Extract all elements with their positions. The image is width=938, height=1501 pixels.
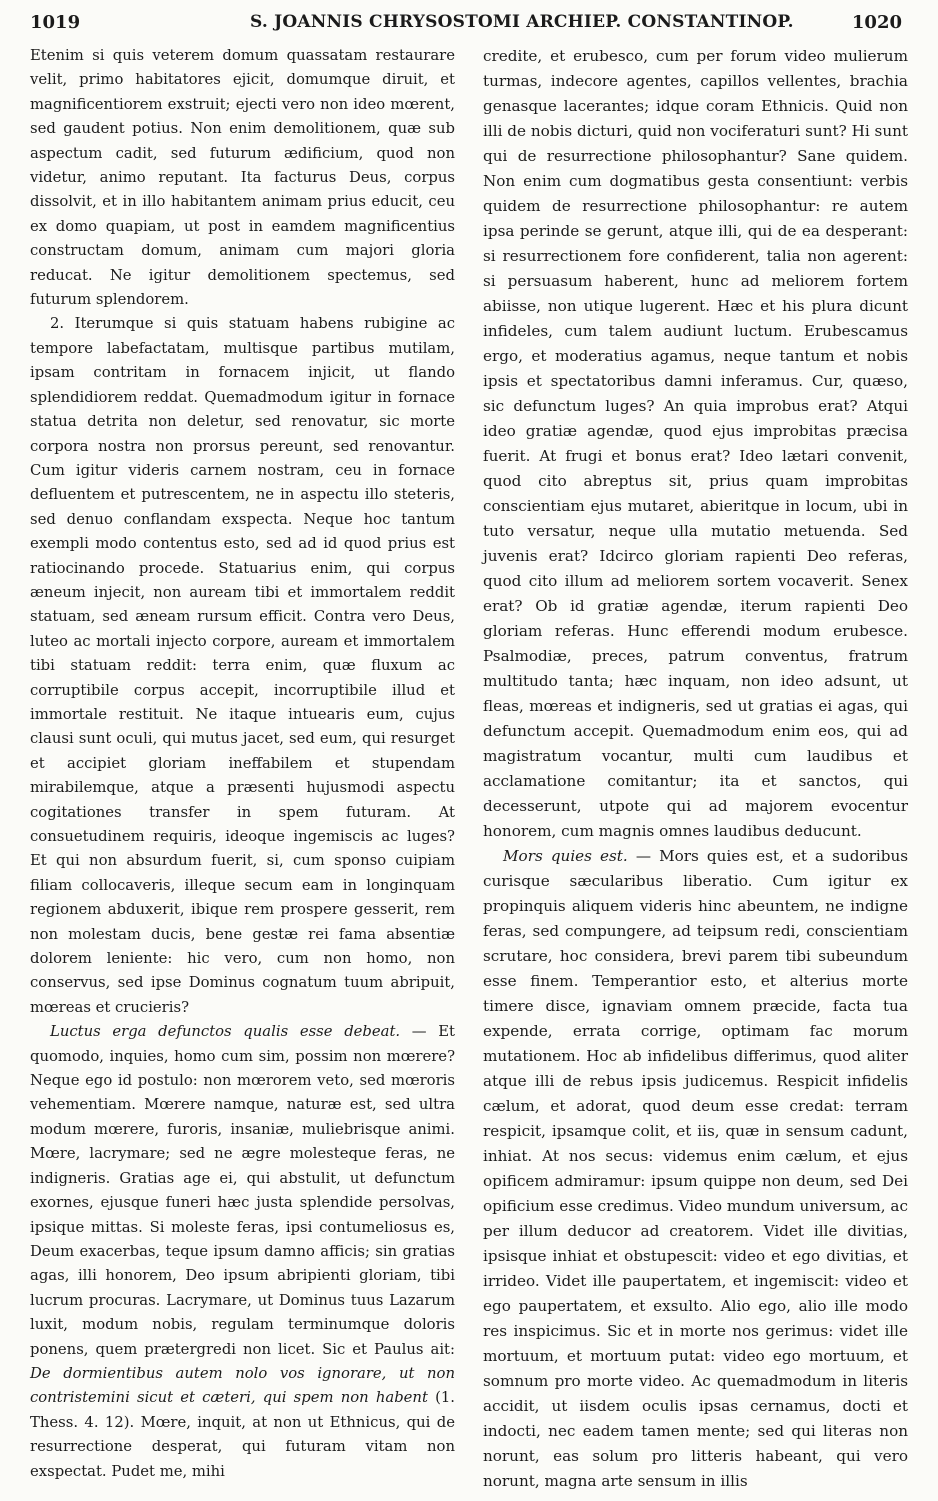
paragraph-text: — Mors quies est, et a sudoribus curisque sæcularibus liberatio. Cum igitur ex propinquis aliquem videris hinc abeuntem, ne indigne feras, sed compungere, ad teipsum redi, conscientiam scrutare, hoc considera, brevi parem tibi subeundum esse finem. Temperantior esto, et alterius morte timere disce, ignaviam omnem præcide, facta tua expende, errata corrige, optimam fac morum mutationem. Hoc ab infidelibus differimus, quod aliter atque illi de rebus ipsis judicemus. Respicit infidelis cælum, et adorat, quod deum esse credat: terram respicit, ipsamque colit, et iis, quæ in sensum cadunt, inhiat. At nos secus: videmus enim cælum, et ejus opificem admiramur: ipsum quippe non deum, sed Dei opificium esse credimus. Video mundum universum, ac per illum deducor ad creatorem. Videt ille divitias, ipsisque inhiat et obstupescit: video et ego divitias, et irrideo. Videt ille paupertatem, et ingemiscit: video et ego paupertatem, et exsulto. Alio ego, alio ille modo res inspicimus. Sic et in morte nos gerimus: videt ille mortuum, et mortuum putat: video ego mortuum, et somnum pro morte video. Ac quemadmodum in literis accidit, ut iisdem oculis ipsas cernamus, docti et indocti, nec eadem tamen mente; sed qui literas non norunt, eas solum pro litteris habeant, qui vero norunt, magna arte sensum in illis [483, 847, 909, 1490]
paragraph [30, 1020, 455, 1484]
paragraph [483, 844, 908, 1494]
right-column [483, 44, 908, 1494]
scripture-reference: (1. Thess. 4. 12). [30, 1389, 455, 1431]
paragraph: 2. Iterumque si quis statuam habens rubigine ac tempore labefactatam, multisque partibus mutilam, ipsam contritam in fornacem injicit, ut flando splendidiorem reddat. Quemadmodum igitur in fornace statua detrita non deletur, sed renovatur, sic morte corpora nostra non prorsus pereunt, sed renovantur. Cum igitur videris carnem nostram, ceu in fornace defluentem et putrescentem, ne in aspectu illo steteris, sed denuo conflandam exspecta. Neque hoc tantum exempli modo contentus esto, sed ad id quod prius est ratiocinando procede. Statuarius enim, qui corpus æneum injecit, non auream tibi et immortalem reddit statuam, sed æneam rursum efficit. Contra vero Deus, luteo ac mortali injecto corpore, auream et immortalem tibi statuam reddit: terra enim, quæ fluxum ac corruptibile corpus accepit, incorruptibile illud et immortale restituit. Ne itaque intuearis eum, cujus clausi sunt oculi, qui mutus jacet, sed eum, qui resurget et accipiet gloriam ineffabilem et stupendam mirabilemque, atque a præsenti hujusmodi aspectu cogitationes transfer in spem futuram. At consuetudinem requiris, ideoque ingemiscis ac luges? Et qui non absurdum fuerit, si, cum sponso cuipiam filiam collocaveris, illeque secum eam in longinquam regionem abduxerit, ibique rem prospere gesserit, rem non molestam ducis, bene gestæ rei fama absentiæ dolorem leniente: hic vero, cum non homo, non conservus, sed ipse Dominus cognatum tuum abripuit, mœreas et crucieris? [30, 315, 455, 1016]
section-heading: Luctus erga defunctos qualis esse debeat. [50, 1023, 401, 1041]
paragraph-text: Mœre, inquit, at non ut Ethnicus, qui de resurrectione desperat, qui futuram vitam non exspectat. Pudet me, mihi [30, 1413, 455, 1480]
paragraph-text: — Et quomodo, inquies, homo cum sim, possim non mœrere? Neque ego id postulo: non mœrorem veto, sed mœroris vehementiam. Mœrere namque, naturæ est, sed ultra modum mœrere, furoris, insaniæ, muliebrisque animi. Mœre, lacrymare; sed ne ægre molesteque feras, ne indigneris. Gratias age ei, qui abstulit, ut defunctum exornes, ejusque funeri hæc justa splendide persolvas, ipsique mittas. Si moleste feras, ipsi contumeliosus es, Deum exacerbas, teque ipsum damno afficis; sin gratias agas, illi honorem, Deo ipsum abripienti gloriam, tibi lucrum procuras. Lacrymare, ut Dominus tuus Lazarum luxit, modum nobis, regulam terminumque doloris ponens, quem prætergredi non licet. Sic et Paulus ait: [30, 1023, 455, 1358]
page-header [0, 0, 938, 40]
scripture-quote: De dormientibus autem nolo vos ignorare, ut non contristemini sicut et cæteri, qui spem non habent [30, 1364, 455, 1407]
running-title: S. JOANNIS CHRYSOSTOMI ARCHIEP. CONSTANTINOP. [250, 12, 794, 32]
section-heading: Mors quies est. [503, 847, 628, 865]
paragraph: credite, et erubesco, cum per forum video mulierum turmas, indecore agentes, capillos vellentes, brachia genasque lacerantes; idque coram Ethnicis. Quid non illi de nobis dicturi, quid non vociferaturi sunt? Hi sunt qui de resurrectione philosophantur? Sane quidem. Non enim cum dogmatibus gesta consentiunt: verbis quidem de resurrectione philosophantur: re autem ipsa perinde se gerunt, atque illi, qui de ea desperant: si resurrectionem fore confiderent, talia non agerent: si persuasum haberent, hunc ad meliorem fortem abiisse, non utique lugerent. Hæc et his plura dicunt infideles, cum talem audiunt luctum. Erubescamus ergo, et moderatius agamus, neque tantum et nobis ipsis et spectatoribus damni inferamus. Cur, quæso, sic defunctum luges? An quia improbus erat? Atqui ideo gratiæ agendæ, quod ejus improbitas præcisa fuerit. At frugi et bonus erat? Ideo lætari convenit, quod cito abreptus sit, prius quam improbitas conscientiam ejus mutaret, abieritque in locum, ubi in tuto versatur, neque ulla mutatio metuenda. Sed juvenis erat? Idcirco gloriam rapienti Deo referas, quod cito illum ad meliorem sortem vocaverit. Senex erat? Ob id gratiæ agendæ, iterum rapienti Deo gloriam referas. Hunc efferendi modum erubesce. Psalmodiæ, preces, patrum conventus, fratrum multitudo tanta; hæc inquam, non ideo adsunt, ut fleas, mœreas et indigneris, sed ut gratias ei agas, qui defunctum accepit. Quemadmodum enim eos, qui ad magistratum vocantur, multi cum laudibus et acclamatione comitantur; ita et sanctos, qui decesserunt, utpote qui ad majorem evocentur honorem, cum magnis omnes laudibus deducunt. [483, 47, 908, 840]
right-page-number: 1020 [851, 12, 902, 33]
left-column [30, 44, 455, 1484]
left-page-number: 1019 [30, 12, 81, 33]
paragraph: Etenim si quis veterem domum quassatam restaurare velit, primo habitatores ejicit, domumque diruit, et magnificentiorem exstruit; ejecti vero non ideo mœrent, sed gaudent potius. Non enim demolitionem, quæ sub aspectum cadit, sed futurum ædificium, quod non videtur, animo reputant. Ita facturus Deus, corpus dissolvit, et in illo habitantem animam prius educit, ceu ex domo quapiam, ut post in eamdem magnificentius constructam domum, animam cum majori gloria reducat. Ne igitur demolitionem spectemus, sed futurum splendorem. [30, 47, 455, 309]
